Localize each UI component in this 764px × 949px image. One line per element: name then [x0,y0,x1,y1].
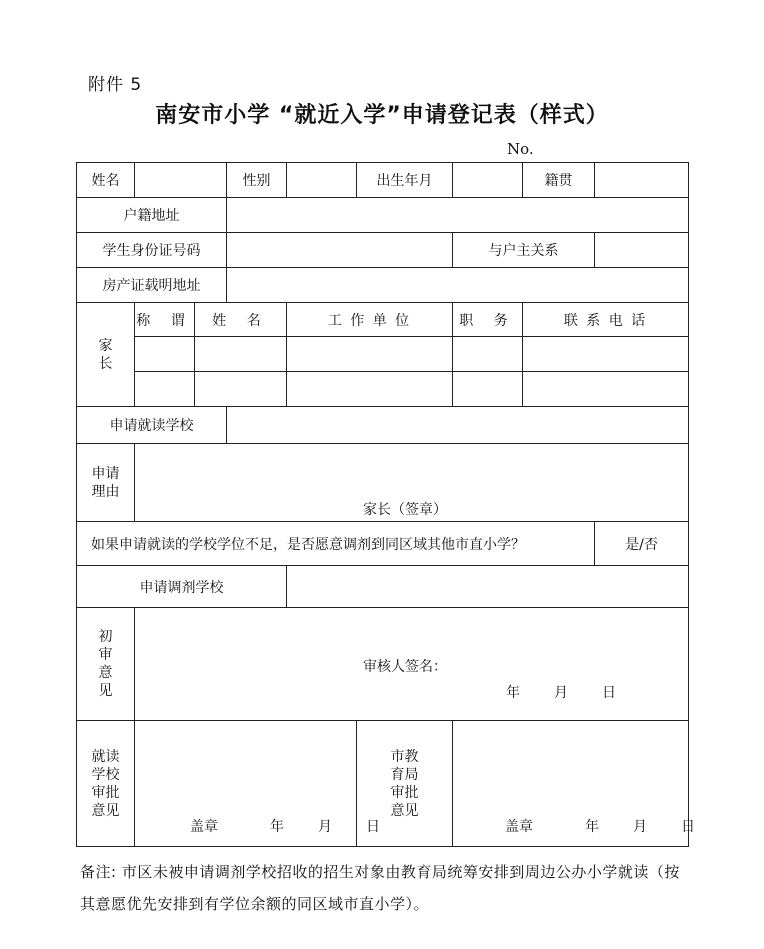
registration-form-table [76,162,695,847]
property-address-label: 房产证载明地址 [77,268,227,303]
parent1-name-cell[interactable] [195,337,287,372]
yes-no-option[interactable]: 是/否 [595,522,689,566]
parent1-position-cell[interactable] [453,337,523,372]
parent2-position-cell[interactable] [453,372,523,407]
parent-label: 家长 [98,337,113,372]
school-seal-label: 盖章 [190,819,218,835]
native-place-label: 籍贯 [523,163,595,198]
bureau-day-label: 日 [681,819,695,835]
parent-col-phone: 联 系 电 话 [523,303,689,337]
gender-value-cell[interactable] [287,163,357,198]
school-approval-value-cell[interactable] [135,721,380,847]
serial-number-label: No. [507,140,534,158]
parent1-phone-cell[interactable] [523,337,689,372]
adjust-school-value-cell[interactable] [287,566,689,608]
property-address-value-cell[interactable] [227,268,689,303]
school-approval-label: 就读学校审批意见 [91,748,120,819]
birth-label: 出生年月 [357,163,453,198]
school-month-label: 月 [318,819,332,835]
bureau-month-label: 月 [633,819,647,835]
attachment-label: 附件 5 [88,75,143,95]
parent2-name-cell[interactable] [195,372,287,407]
reason-label-cell [77,444,135,522]
bureau-approval-value-cell[interactable] [453,721,695,847]
review-day-label: 日 [602,685,616,701]
review-year-label: 年 [506,685,520,701]
parent-col-position: 职 务 [453,303,523,337]
student-id-label: 学生身份证号码 [77,233,227,268]
student-id-value-cell[interactable] [227,233,453,268]
school-day-label: 日 [366,819,380,835]
review-month-label: 月 [554,685,568,701]
preliminary-value-cell[interactable] [135,608,689,721]
parent2-phone-cell[interactable] [523,372,689,407]
bureau-year-label: 年 [585,819,599,835]
reason-label: 申请理由 [91,465,120,500]
parent2-title-cell[interactable] [135,372,195,407]
parent-col-name: 姓 名 [195,303,287,337]
name-value-cell[interactable] [135,163,227,198]
householder-relation-label: 与户主关系 [453,233,595,268]
parent-col-workplace: 工 作 单 位 [287,303,453,337]
parent-sign-label: 家长（签章） [363,502,447,518]
adjust-question: 如果申请就读的学校学位不足，是否愿意调剂到同区域其他市直小学？ [77,522,595,566]
bureau-approval-label: 市教育局审批意见 [390,748,419,819]
reviewer-sign-label: 审核人签名： [363,659,447,675]
bureau-seal-label: 盖章 [505,819,533,835]
parent1-workplace-cell[interactable] [287,337,453,372]
gender-label: 性别 [227,163,287,198]
parent2-workplace-cell[interactable] [287,372,453,407]
birth-value-cell[interactable] [453,163,523,198]
school-apply-label: 申请就读学校 [77,407,227,444]
household-address-label: 户籍地址 [77,198,227,233]
footnote: 备注: 市区未被申请调剂学校招收的招生对象由教育局统筹安排到周边公办小学就读（按其意愿优先安排到有学位余额的同区域市直小学）。 [80,863,680,913]
school-apply-value-cell[interactable] [227,407,689,444]
school-year-label: 年 [270,819,284,835]
parent-col-title: 称 谓 [135,303,195,337]
preliminary-label-cell [77,608,135,721]
preliminary-label: 初审意见 [98,629,113,699]
householder-relation-value-cell[interactable] [595,233,689,268]
parent1-title-cell[interactable] [135,337,195,372]
reason-value-cell[interactable] [135,444,689,522]
parent-label-cell [77,303,135,407]
adjust-school-label: 申请调剂学校 [77,566,287,608]
household-address-value-cell[interactable] [227,198,689,233]
name-label: 姓名 [77,163,135,198]
native-place-value-cell[interactable] [595,163,689,198]
school-approval-label-cell [77,721,135,847]
form-title: 南安市小学 “就近入学”申请登记表（样式） [155,103,609,128]
